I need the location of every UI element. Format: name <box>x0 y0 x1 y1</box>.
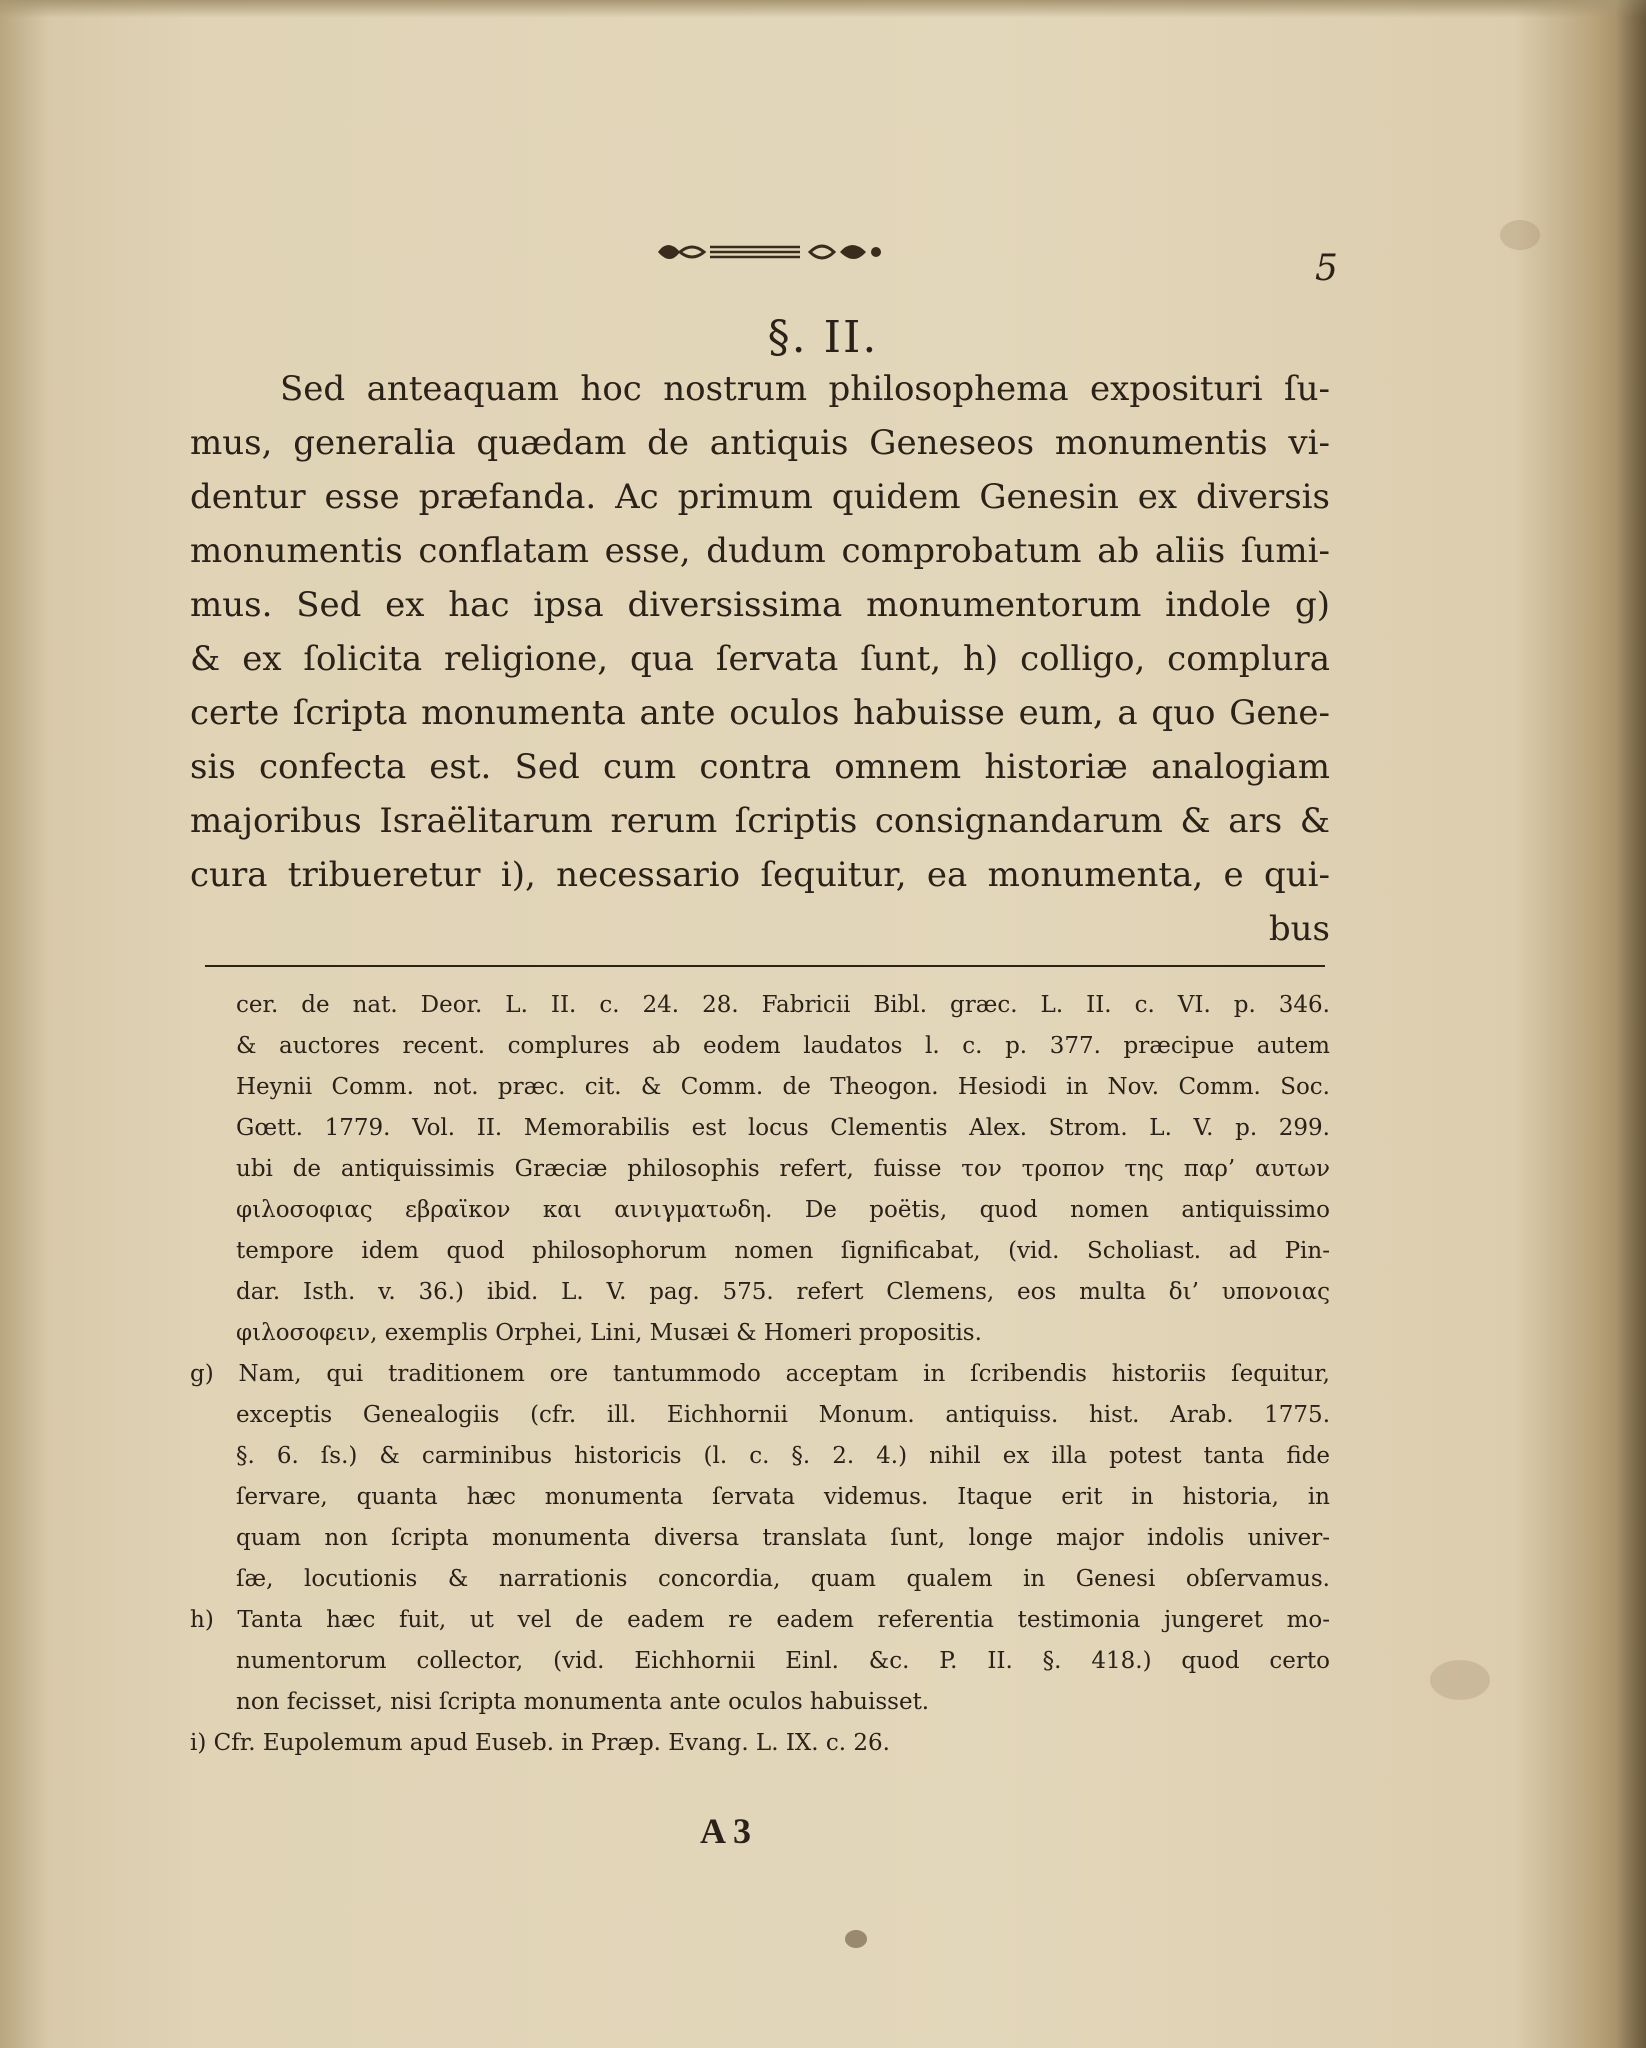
footnote-line: Heynii Comm. not. præc. cit. & Comm. de Theogon. Hesiodi in Nov. Comm. Soc. <box>236 1074 1330 1100</box>
footnote-line: ſæ, locutionis & narrationis concordia, quam qualem in Genesi obſervamus. <box>236 1566 1330 1592</box>
footnote-line: ſervare, quanta hæc monumenta ſervata videmus. Itaque erit in historia, in <box>236 1484 1330 1510</box>
footnote-divider <box>205 965 1325 967</box>
footnotes-block <box>190 985 1330 1764</box>
page-top-edge <box>0 0 1646 18</box>
footnote-line: tempore idem quod philosophorum nomen ſignificabat, (vid. Scholiast. ad Pin- <box>236 1238 1330 1264</box>
footnote-line: & auctores recent. complures ab eodem laudatos l. c. p. 377. præcipue autem <box>236 1033 1330 1059</box>
footnote-i: i) Cfr. Eupolemum apud Euseb. in Præp. Evang. L. IX. c. 26. <box>190 1730 890 1756</box>
footnote-line: φιλοσοφιας εβραϊκον και αινιγματωδη. De poëtis, quod nomen antiquissimo <box>236 1197 1330 1223</box>
page-right-edge-shadow <box>1616 0 1646 2048</box>
header-ornament-icon <box>650 232 890 272</box>
paper-stain <box>1430 1660 1490 1700</box>
text-line: majoribus Israëlitarum rerum ſcriptis consignandarum & ars & <box>190 801 1330 841</box>
text-line: monumentis conflatam esse, dudum comprobatum ab aliis ſumi- <box>190 531 1330 571</box>
text-line: & ex ſolicita religione, qua ſervata ſunt, h) colligo, complura <box>190 639 1330 679</box>
footnote-line: quam non ſcripta monumenta diversa translata ſunt, longe major indolis univer- <box>236 1525 1330 1551</box>
footnote-line: φιλοσοφειν, exemplis Orphei, Lini, Musæi & Homeri propositis. <box>236 1320 982 1346</box>
paper-stain <box>1500 220 1540 250</box>
text-line: mus, generalia quædam de antiquis Geneseos monumentis vi- <box>190 423 1330 463</box>
footnote-h: h) Tanta hæc fuit, ut vel de eadem re eadem referentia testimonia jungeret mo- <box>190 1607 1330 1633</box>
footnote-line: dar. Isth. v. 36.) ibid. L. V. pag. 575. refert Clemens, eos multa δι’ υπονοιας <box>236 1279 1330 1305</box>
paper-stain <box>845 1930 867 1948</box>
page-number: 5 <box>1315 248 1338 289</box>
footnote-line: ubi de antiquissimis Græciæ philosophis refert, fuisse τον τροπον της παρ’ αυτων <box>236 1156 1330 1182</box>
text-line: certe ſcripta monumenta ante oculos habuisse eum, a quo Gene- <box>190 693 1330 733</box>
signature-mark: A 3 <box>700 1811 752 1851</box>
section-heading: §. II. <box>767 312 879 363</box>
footnote-line: exceptis Genealogiis (cfr. ill. Eichhornii Monum. antiquiss. hist. Arab. 1775. <box>236 1402 1330 1428</box>
text-line: dentur esse præfanda. Ac primum quidem Genesin ex diversis <box>190 477 1330 517</box>
main-text-block <box>190 362 1330 956</box>
text-line: sis confecta est. Sed cum contra omnem historiæ analogiam <box>190 747 1330 787</box>
footnote-g: g) Nam, qui traditionem ore tantummodo acceptam in ſcribendis historiis ſequitur, <box>190 1361 1330 1387</box>
text-line: cura tribueretur i), necessario ſequitur, ea monumenta, e qui- <box>190 855 1330 895</box>
footnote-line: numentorum collector, (vid. Eichhornii Einl. &c. P. II. §. 418.) quod certo <box>236 1648 1330 1674</box>
footnote-line: cer. de nat. Deor. L. II. c. 24. 28. Fabricii Bibl. græc. L. II. c. VI. p. 346. <box>236 992 1330 1018</box>
catchword: bus <box>1268 909 1330 949</box>
footnote-line: Gœtt. 1779. Vol. II. Memorabilis est locus Clementis Alex. Strom. L. V. p. 299. <box>236 1115 1330 1141</box>
footnote-line: §. 6. ſs.) & carminibus historicis (l. c. §. 2. 4.) nihil ex illa potest tanta fide <box>236 1443 1330 1469</box>
footnote-line: non fecisset, nisi ſcripta monumenta ante oculos habuisset. <box>236 1689 930 1715</box>
text-line: mus. Sed ex hac ipsa diversissima monumentorum indole g) <box>190 585 1330 625</box>
text-line: Sed anteaquam hoc nostrum philosophema exposituri ſu- <box>280 369 1330 409</box>
